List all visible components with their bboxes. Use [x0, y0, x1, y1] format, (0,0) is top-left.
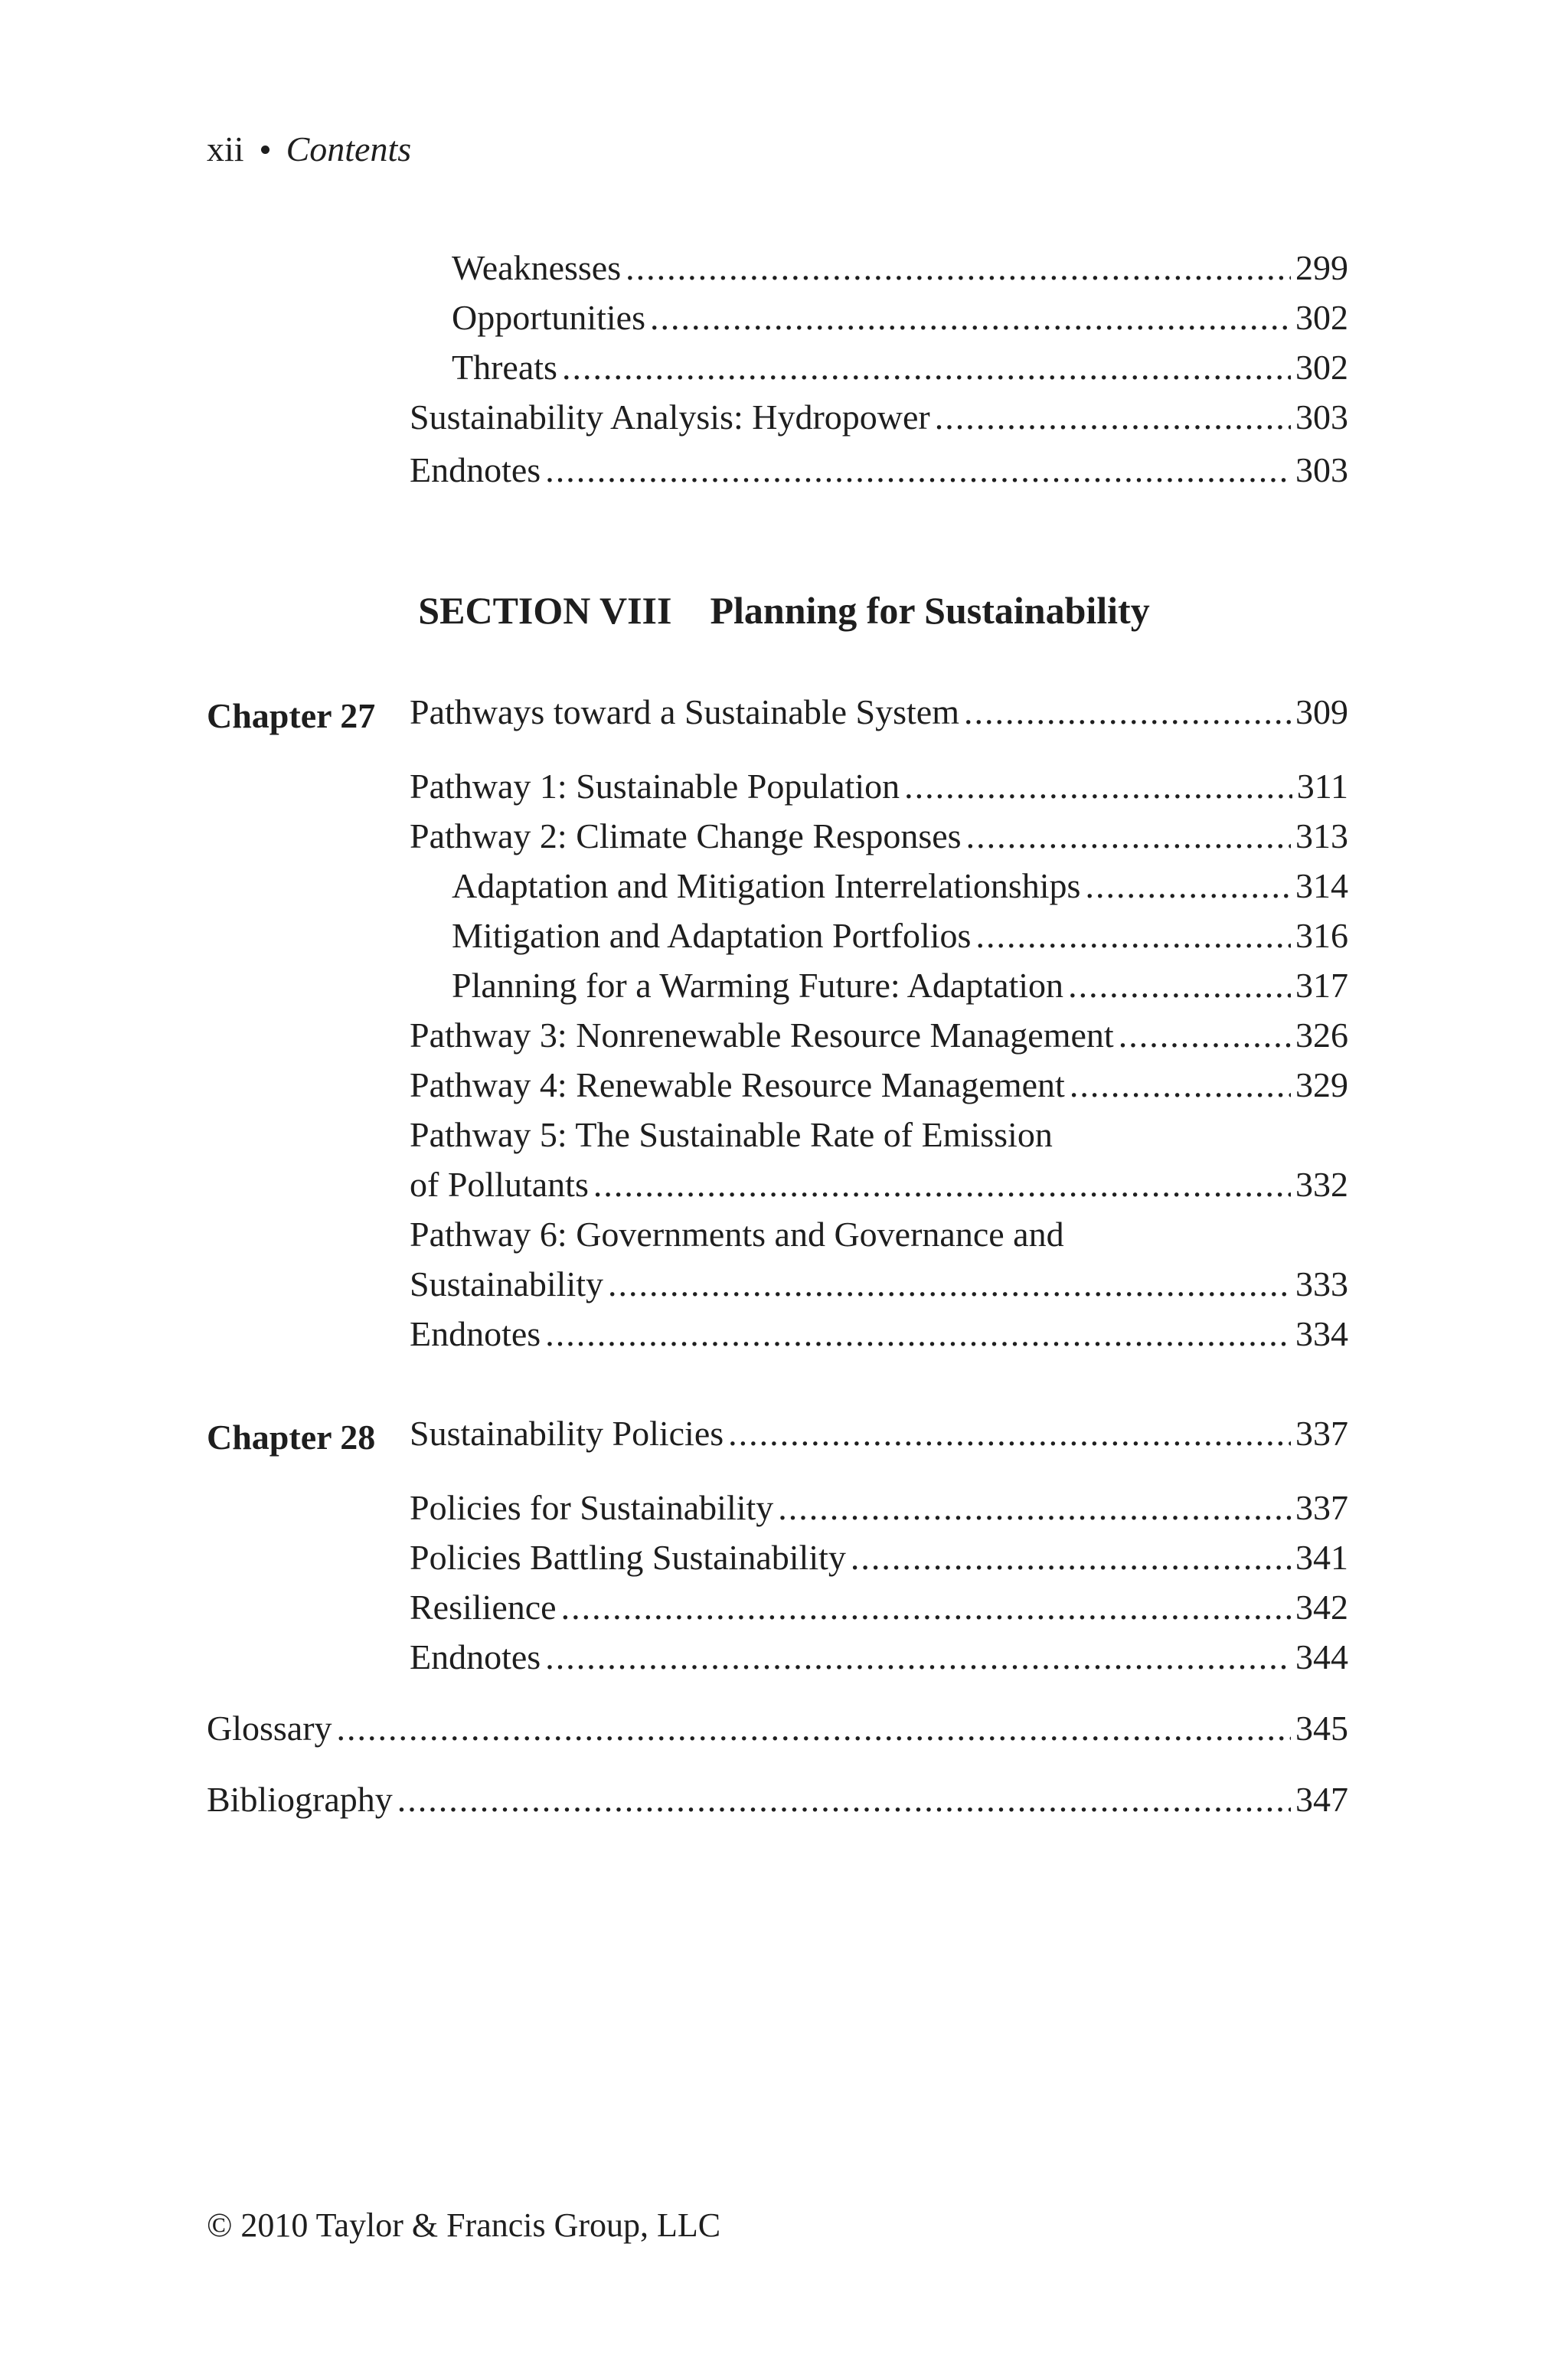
toc-entry-page: 316: [1295, 916, 1348, 955]
toc-entry[interactable]: [452, 865, 1348, 911]
toc-entry-title: Sustainability Analysis: Hydropower: [410, 397, 930, 437]
toc-entry[interactable]: [452, 297, 1348, 343]
toc-entry-page: 341: [1295, 1538, 1348, 1577]
toc-entry-page: 332: [1295, 1165, 1348, 1204]
leader-dots: [650, 297, 1291, 338]
leader-dots: [1085, 865, 1291, 906]
section-heading: [0, 588, 1568, 633]
running-title: Contents: [286, 129, 412, 168]
toc-entry-page: 303: [1295, 450, 1348, 489]
toc-entry[interactable]: [410, 766, 1348, 812]
toc-entry[interactable]: [410, 1065, 1348, 1110]
toc-entry-title: Adaptation and Mitigation Interrelationships: [452, 866, 1081, 905]
leader-dots: [964, 692, 1291, 732]
toc-entry-page: 311: [1296, 767, 1348, 806]
toc-entry-title: Pathway 4: Renewable Resource Management: [410, 1065, 1065, 1104]
toc-entry[interactable]: [410, 1264, 1348, 1310]
toc-entry-title: Opportunities: [452, 298, 645, 337]
leader-dots: [966, 816, 1291, 856]
toc-entry-page: 333: [1295, 1264, 1348, 1303]
toc-entry-page: 299: [1295, 248, 1348, 287]
toc-entry[interactable]: [452, 965, 1348, 1011]
leader-dots: [608, 1264, 1291, 1304]
leader-dots: [626, 247, 1291, 288]
leader-dots: [561, 1587, 1291, 1627]
toc-entry-title: Sustainability: [410, 1264, 603, 1303]
leader-dots: [562, 347, 1291, 388]
toc-entry[interactable]: [410, 1487, 1348, 1533]
leader-dots: [337, 1708, 1291, 1748]
chapter-page: 309: [1295, 692, 1348, 731]
leader-dots: [545, 1637, 1291, 1677]
leader-dots: [1119, 1015, 1291, 1055]
toc-entry[interactable]: [452, 347, 1348, 393]
page-numeral: xii: [207, 129, 244, 168]
toc-entry[interactable]: [452, 915, 1348, 961]
chapter-heading[interactable]: [410, 1413, 1348, 1459]
toc-entry-title: Policies Battling Sustainability: [410, 1538, 846, 1577]
toc-entry[interactable]: [410, 450, 1348, 496]
toc-entry-title: Pathway 3: Nonrenewable Resource Management: [410, 1016, 1114, 1055]
toc-entry[interactable]: [410, 1313, 1348, 1359]
toc-entry-page: 313: [1295, 816, 1348, 855]
leader-dots: [904, 766, 1292, 806]
leader-dots: [545, 1313, 1291, 1354]
toc-entry-bibliography[interactable]: [207, 1779, 1348, 1825]
toc-entry-first-line[interactable]: Pathway 5: The Sustainable Rate of Emission: [410, 1115, 1053, 1154]
toc-entry-glossary[interactable]: [207, 1708, 1348, 1754]
toc-entry-title: Bibliography: [207, 1780, 393, 1819]
toc-entry[interactable]: [410, 1587, 1348, 1633]
leader-dots: [593, 1164, 1291, 1205]
toc-entry-title: Endnotes: [410, 1314, 541, 1353]
toc-entry-title: Endnotes: [410, 1637, 541, 1676]
toc-entry-first-line[interactable]: Pathway 6: Governments and Governance and: [410, 1215, 1064, 1254]
chapter-label: Chapter 28: [207, 1418, 376, 1457]
copyright-footer: © 2010 Taylor & Francis Group, LLC: [207, 2206, 721, 2244]
toc-entry-title: Threats: [452, 348, 557, 387]
leader-dots: [1068, 965, 1291, 1006]
toc-entry-page: 334: [1295, 1314, 1348, 1353]
running-header: [207, 129, 411, 169]
toc-entry[interactable]: [410, 1637, 1348, 1683]
toc-entry-title: Glossary: [207, 1709, 332, 1748]
toc-entry[interactable]: [410, 397, 1348, 443]
toc-entry[interactable]: [410, 1015, 1348, 1061]
toc-entry-title: of Pollutants: [410, 1165, 589, 1204]
toc-entry-page: 329: [1295, 1065, 1348, 1104]
toc-entry-title: Weaknesses: [452, 248, 622, 287]
toc-entry-page: 326: [1295, 1016, 1348, 1055]
toc-entry-page: 302: [1295, 298, 1348, 337]
toc-entry-page: 345: [1295, 1709, 1348, 1748]
toc-entry[interactable]: [452, 247, 1348, 293]
leader-dots: [935, 397, 1291, 437]
toc-entry-title: Mitigation and Adaptation Portfolios: [452, 916, 972, 955]
chapter-heading[interactable]: [410, 692, 1348, 738]
chapter-page: 337: [1295, 1414, 1348, 1453]
toc-entry[interactable]: [410, 816, 1348, 862]
toc-entry-title: Planning for a Warming Future: Adaptation: [452, 966, 1064, 1005]
toc-entry[interactable]: [410, 1537, 1348, 1583]
toc-entry-page: 344: [1295, 1637, 1348, 1676]
toc-entry-title: Pathway 2: Climate Change Responses: [410, 816, 962, 855]
leader-dots: [1070, 1065, 1291, 1105]
toc-entry-page: 314: [1295, 866, 1348, 905]
toc-entry-page: 337: [1295, 1488, 1348, 1527]
chapter-label: Chapter 27: [207, 696, 376, 735]
leader-dots: [545, 450, 1291, 490]
toc-entry-page: 317: [1295, 966, 1348, 1005]
toc-entry[interactable]: [410, 1164, 1348, 1210]
leader-dots: [975, 915, 1291, 956]
bullet-separator: [261, 146, 270, 154]
section-title: Planning for Sustainability: [710, 589, 1150, 632]
toc-entry-page: 303: [1295, 397, 1348, 437]
toc-entry-page: 342: [1295, 1588, 1348, 1627]
toc-entry-title: Endnotes: [410, 450, 541, 489]
leader-dots: [851, 1537, 1291, 1578]
chapter-title: Pathways toward a Sustainable System: [410, 692, 960, 731]
toc-entry-title: Pathway 1: Sustainable Population: [410, 767, 900, 806]
toc-entry-page: 347: [1295, 1780, 1348, 1819]
toc-entry-page: 302: [1295, 348, 1348, 387]
chapter-title: Sustainability Policies: [410, 1414, 724, 1453]
toc-entry-title: Policies for Sustainability: [410, 1488, 774, 1527]
section-label: SECTION VIII: [418, 589, 672, 632]
leader-dots: [778, 1487, 1291, 1528]
leader-dots: [397, 1779, 1291, 1820]
toc-entry-title: Resilience: [410, 1588, 557, 1627]
leader-dots: [728, 1413, 1291, 1454]
